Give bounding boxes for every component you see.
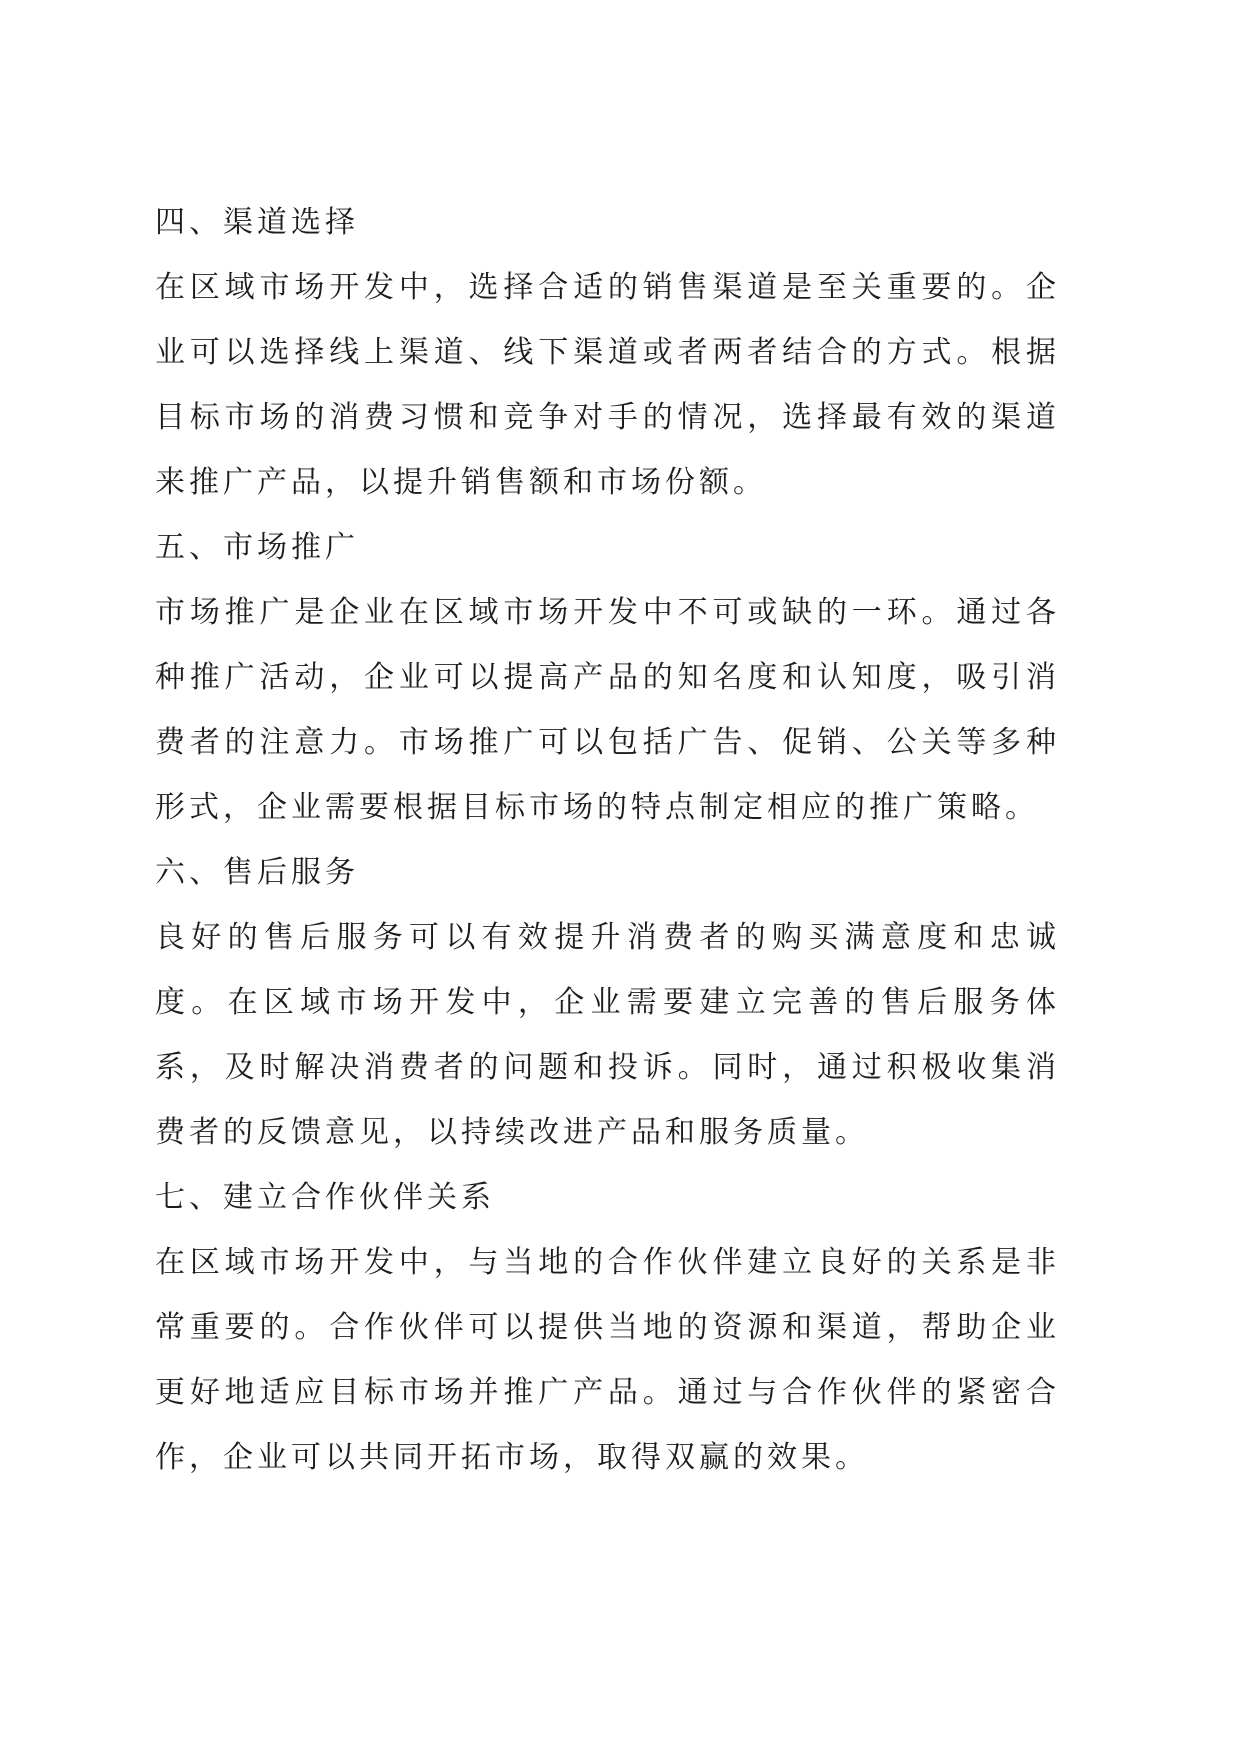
- section-after-sales-service: [155, 840, 1060, 1165]
- section-partnerships: [155, 1165, 1060, 1490]
- section-paragraph: 在区域市场开发中，与当地的合作伙伴建立良好的关系是非常重要的。合作伙伴可以提供当地的资源和渠道，帮助企业更好地适应目标市场并推广产品。通过与合作伙伴的紧密合作，企业可以共同开拓市场，取得双赢的效果。: [155, 1245, 1060, 1475]
- section-heading: 五、市场推广: [155, 530, 359, 565]
- section-heading: 四、渠道选择: [155, 205, 359, 240]
- section-paragraph: 市场推广是企业在区域市场开发中不可或缺的一环。通过各种推广活动，企业可以提高产品的知名度和认知度，吸引消费者的注意力。市场推广可以包括广告、促销、公关等多种形式，企业需要根据目标市场的特点制定相应的推广策略。: [155, 595, 1060, 825]
- section-channel-selection: [155, 190, 1060, 515]
- section-market-promotion: [155, 515, 1060, 840]
- section-heading: 七、建立合作伙伴关系: [155, 1180, 495, 1215]
- section-paragraph: 良好的售后服务可以有效提升消费者的购买满意度和忠诚度。在区域市场开发中，企业需要建立完善的售后服务体系，及时解决消费者的问题和投诉。同时，通过积极收集消费者的反馈意见，以持续改进产品和服务质量。: [155, 920, 1060, 1150]
- section-paragraph: 在区域市场开发中，选择合适的销售渠道是至关重要的。企业可以选择线上渠道、线下渠道或者两者结合的方式。根据目标市场的消费习惯和竞争对手的情况，选择最有效的渠道来推广产品，以提升销售额和市场份额。: [155, 270, 1060, 500]
- document-body: [155, 190, 1060, 1490]
- section-heading: 六、售后服务: [155, 855, 359, 890]
